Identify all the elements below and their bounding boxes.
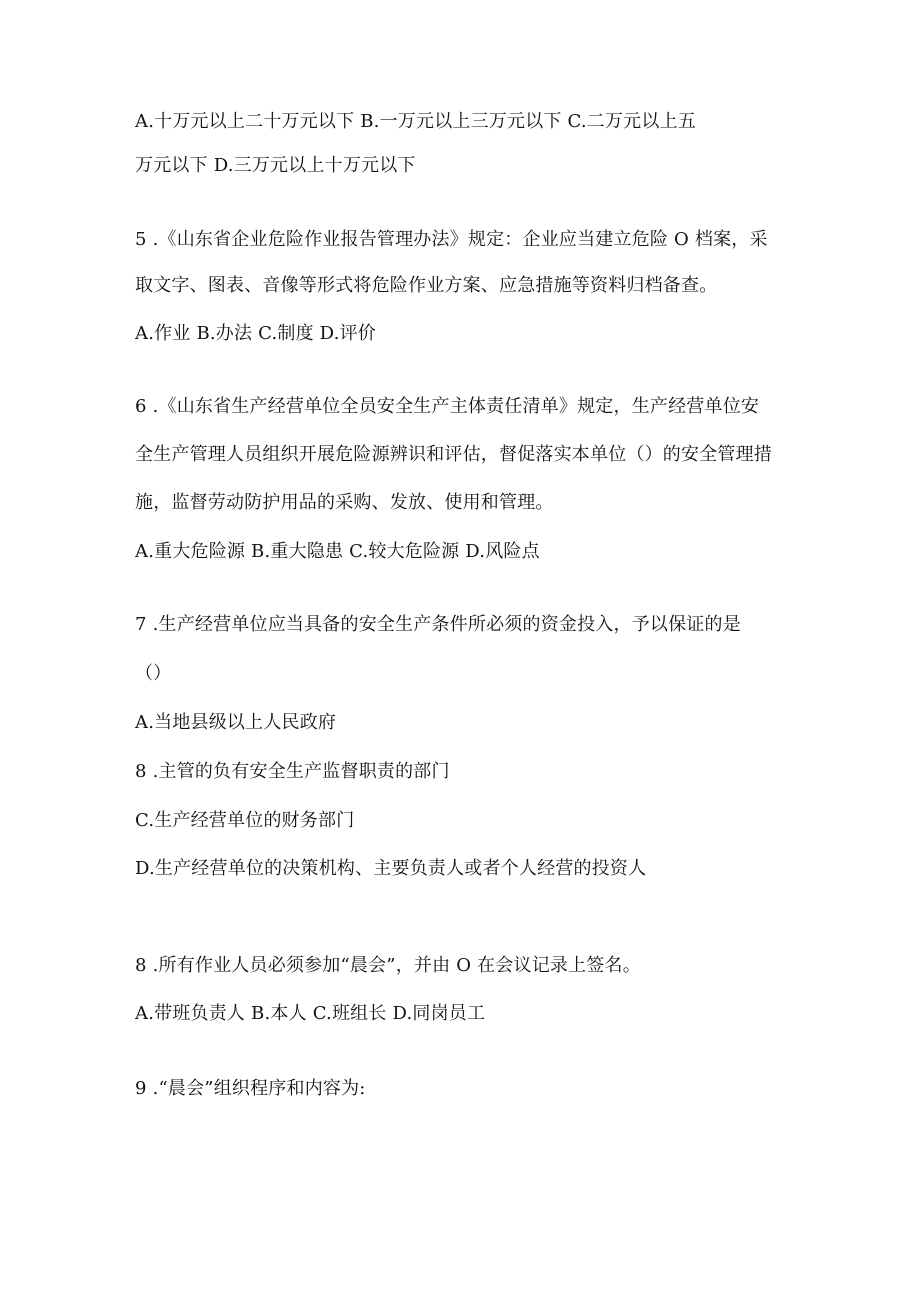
- option-line-q4: A.十万元以上二十万元以下 B.一万元以上三万元以下 C.二万元以上五: [135, 111, 696, 132]
- question-7-option-c: C.生产经营单位的财务部门: [135, 810, 355, 831]
- question-8-options: A.带班负责人 B.本人 C.班组长 D.同岗员工: [135, 1003, 486, 1024]
- question-9-line-1: 9 .“晨会”组织程序和内容为:: [135, 1078, 366, 1099]
- question-7-option-d: D.生产经营单位的决策机构、主要负责人或者个人经营的投资人: [135, 858, 647, 879]
- question-6-line-3: 施，监督劳动防护用品的采购、发放、使用和管理。: [135, 492, 554, 513]
- question-8-line-1: 8 .所有作业人员必须参加“晨会”，并由 O 在会议记录上签名。: [135, 955, 641, 976]
- question-6-line-1: 6 .《山东省生产经营单位全员安全生产主体责任清单》规定，生产经营单位安: [135, 396, 760, 417]
- question-7-line-1: 7 .生产经营单位应当具备的安全生产条件所必须的资金投入，予以保证的是: [135, 614, 741, 635]
- question-7-line-2: （）: [135, 663, 172, 684]
- option-line-q4-cont: 万元以下 D.三万元以上十万元以下: [135, 155, 416, 176]
- question-5-line-2: 取文字、图表、音像等形式将危险作业方案、应急措施等资料归档备查。: [135, 275, 718, 296]
- question-5-line-1: 5 .《山东省企业危险作业报告管理办法》规定：企业应当建立危险 O 档案，采: [135, 229, 768, 250]
- question-6-line-2: 全生产管理人员组织开展危险源辨识和评估，督促落实本单位（）的安全管理措: [135, 444, 772, 465]
- question-7-option-b: 8 .主管的负有安全生产监督职责的部门: [135, 761, 450, 782]
- question-6-options: A.重大危险源 B.重大隐患 C.较大危险源 D.风险点: [135, 541, 540, 562]
- question-5-options: A.作业 B.办法 C.制度 D.评价: [135, 323, 376, 344]
- question-7-option-a: A.当地县级以上人民政府: [135, 712, 337, 733]
